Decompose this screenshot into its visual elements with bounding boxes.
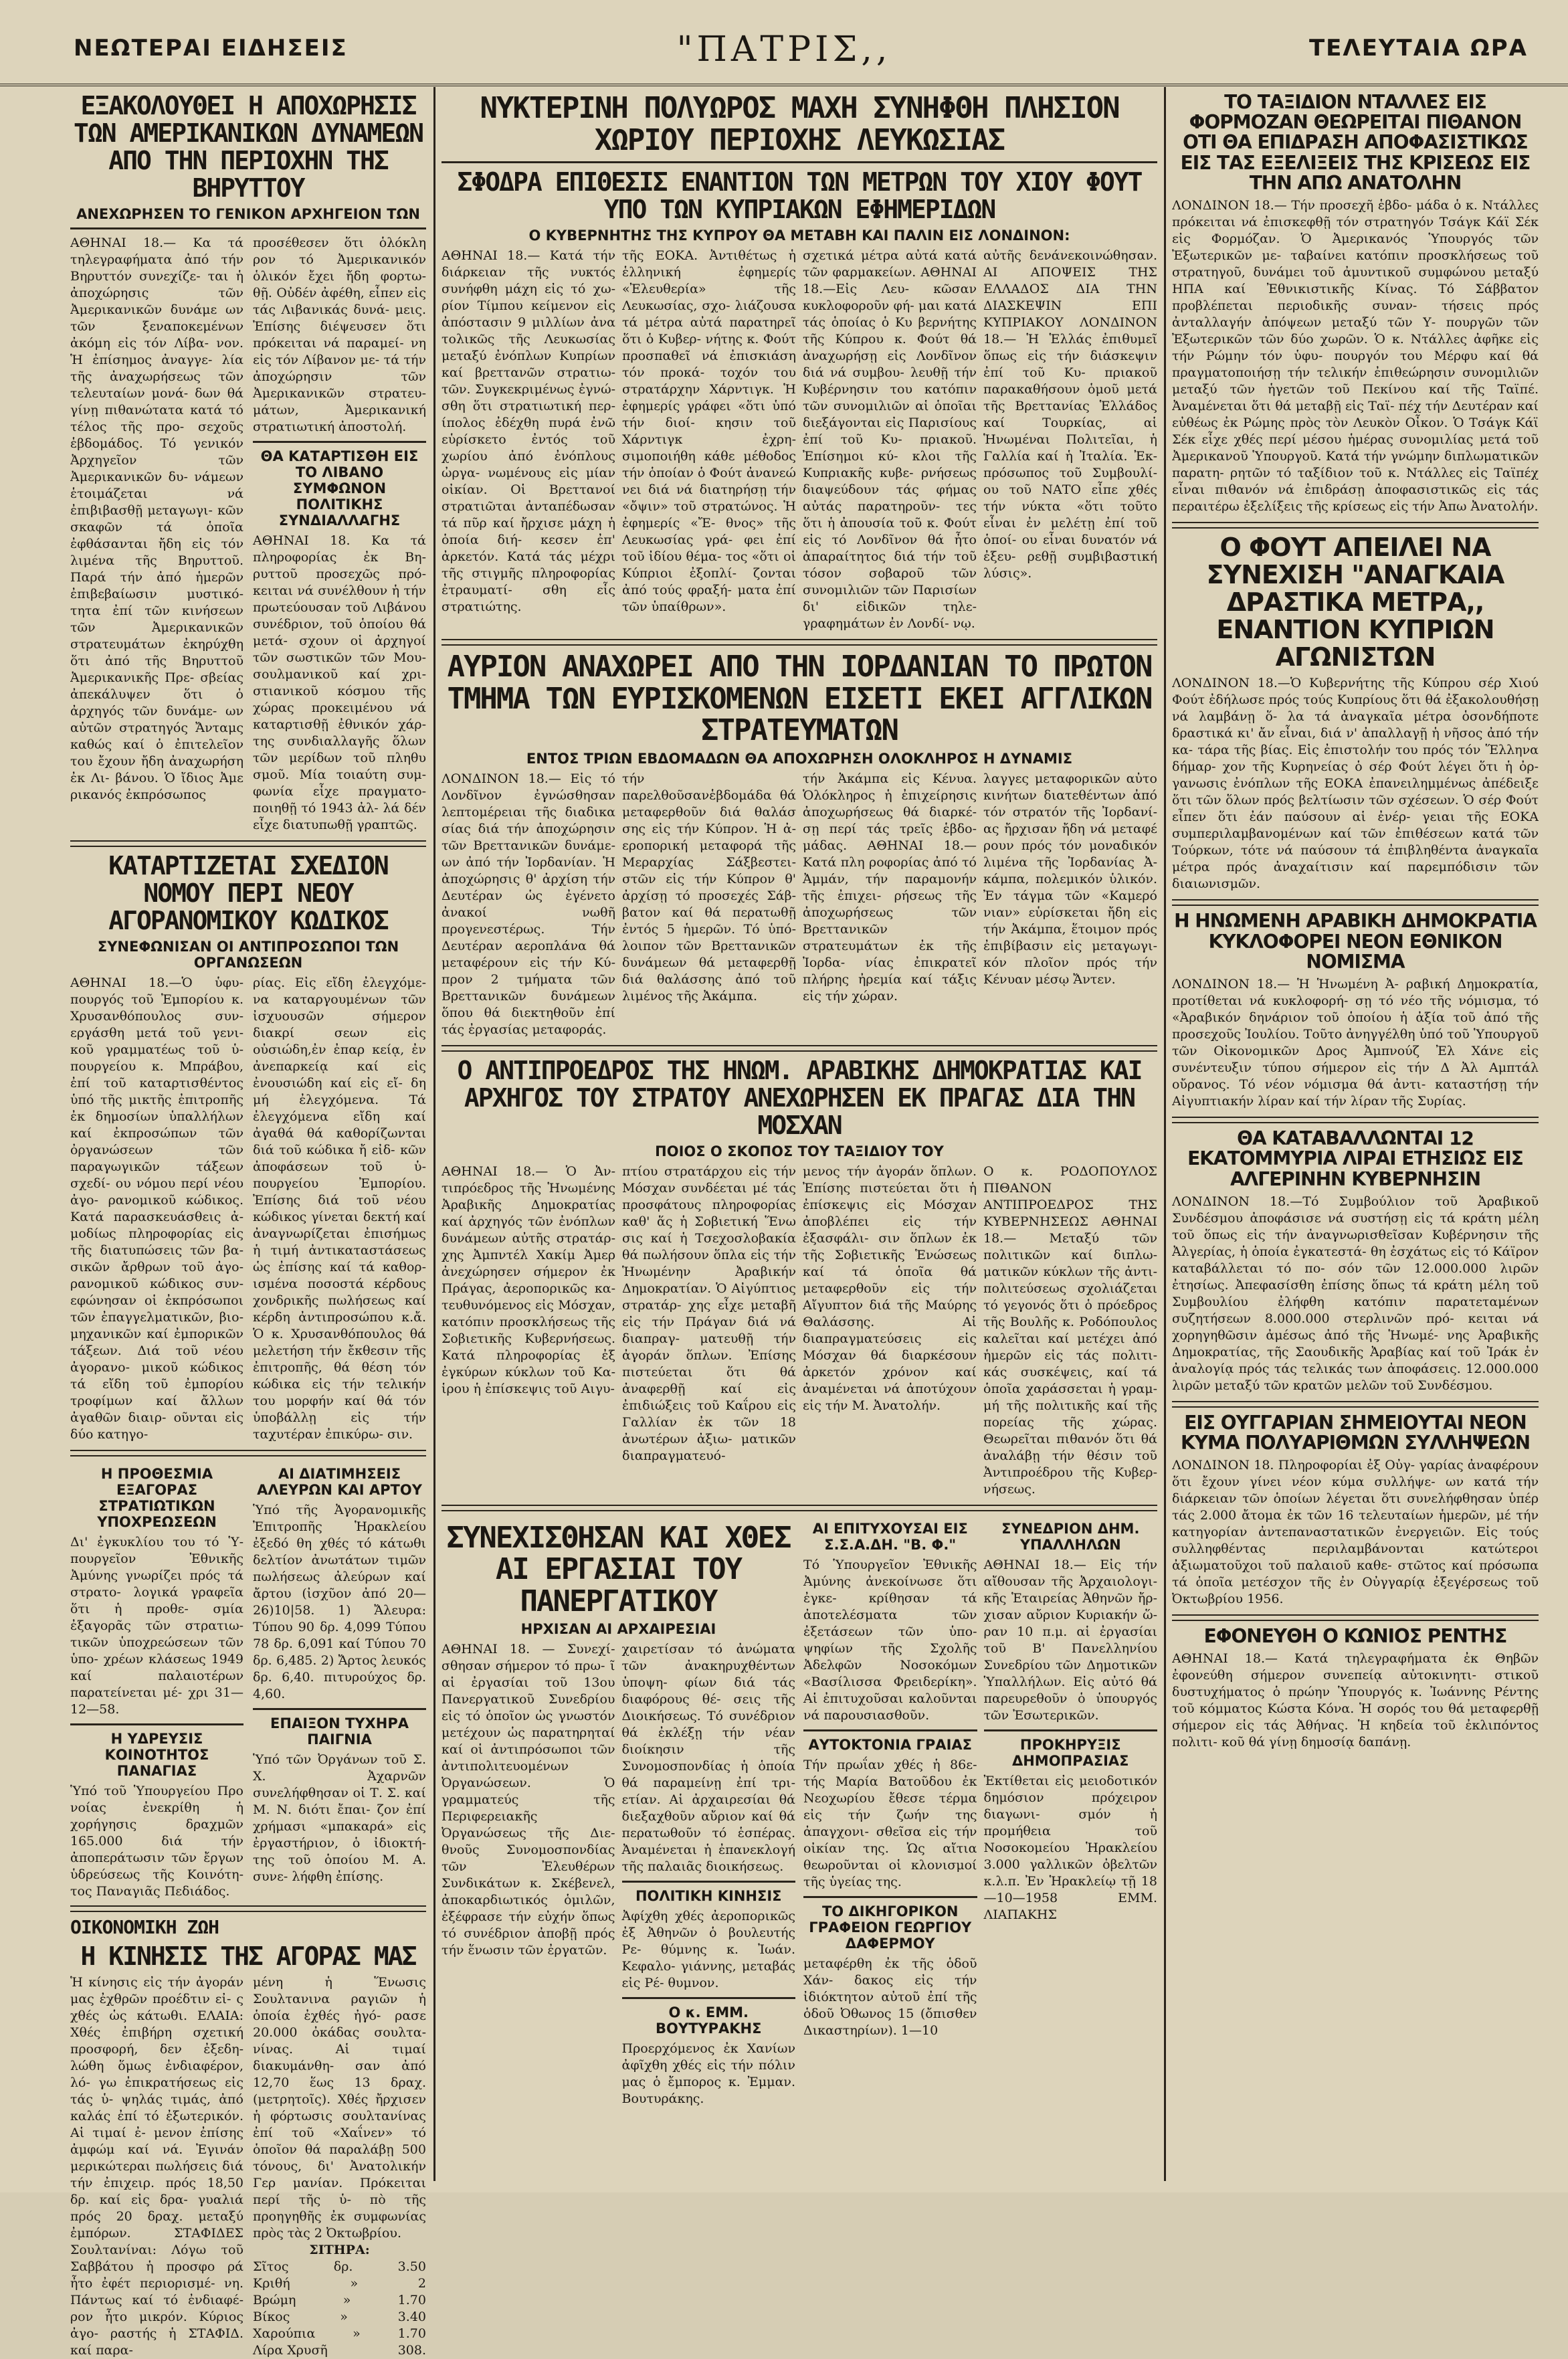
article-text: Ὑπό τῶν Ὀργάνων τοῦ Σ. Χ. Ἀχαρνῶν συνελήφθησαν οἱ Τ. Σ. καί Μ. Ν. διότι ἔπαι- ζον ἐπί χρήμασι «μπακαρά» εἰς ἐργαστήριον, ὁ ἰδιοκτή- της τοῦ ὁποίου Μ. Α. συνε- λήφθη ἐπίσης. [253, 1752, 426, 1885]
article-text: ΑΘΗΝΑΙ 18.— Κατά τήν διάρκειαν τῆς νυκτός συνήφθη μάχη εἰς τό χω- ρίον Τίμπου κείμενον εἰς ἀπόστασιν 9 μιλλίων ἀνα τολικῶς τῆς Λευκωσίας μεταξύ ἐνόπλων Κυπρίων καί βρεττανῶν στρατιω- τῶν. Συγκεκριμένως ἐγνώ- σθη ὅτι στρατιωτική περ- ίπολος ἐδέχθη πυρά ἐνῶ εὑρίσκετο ἐντός τοῦ χωρίου ἀπό ἐνόπλους ὠργα- νωμένους εἰς μίαν οἰκίαν. Οἱ Βρεττανοί στρατιῶται ἀνταπέδωσαν τά πῦρ καί ἤρχισε μάχη ἡ ὁποία διή- κεσεν ἐπ' ἀρκετόν. Κατά τάς μέχρι τῆς στιγμῆς πληροφορίας ἐτραυματί- σθη εἷς στρατιώτης. [442, 248, 615, 615]
article-uar-currency [1172, 911, 1539, 1110]
subheadline: ΑΥΤΟΚΤΟΝΙΑ ΓΡΑΙΑΣ [808, 1736, 972, 1753]
right-column [1172, 87, 1539, 1758]
subheadline: Η ΠΡΟΘΕΣΜΙΑ ΕΞΑΓΟΡΑΣ ΣΤΡΑΤΙΩΤΙΚΩΝ ΥΠΟΧΡΕΩΣΕΩΝ [97, 1466, 217, 1531]
article-text: ΑΘΗΝΑΙ 18. Κα τά πληροφορίας ἐκ Βη- ρυττοῦ προσεχῶς πρό- κειται νά συνέλθουν ἡ τήν πρωτεύουσαν τοῦ Λιβάνου συνέδριον, τοῦ ὁποίου θά μετά- σχουν οἱ ἀρχηγοί τῶν σωστικῶν τῶν Μου- σουλμανικοῦ καί χρι- στιανικοῦ κόσμου τῆς χώρας προκειμένου νά καταρτισθῇ ἐθνικόν χάρ- της συνδιαλλαγῆς ὅλων τῶν μερίδων τοῦ πληθυ σμοῦ. Μία τοιαύτη συμ- φωνία εἶχε πραγματο- ποιηθῇ τό 1943 ἀλ- λά δέν εἶχε διατυπωθῇ γραπτῶς. [253, 533, 426, 833]
column-rule [1164, 87, 1166, 2181]
headline: Ο ΦΟΥΤ ΑΠΕΙΛΕΙ ΝΑ ΣΥΝΕΧΙΣΗ "ΑΝΑΓΚΑΙΑ ΔΡΑΣΤΙΚΑ ΜΕΤΡΑ,, ΕΝΑΝΤΙΟΝ ΚΥΠΡΙΩΝ ΑΓΩΝΙΣΤΩΝ [1206, 533, 1504, 672]
article-text: Ὑπό τοῦ Ὑπουργείου Προ νοίας ἐνεκρίθη ἡ χορήγησις δραχμῶν 165.000 διά τήν ἀποπεράτωσιν τῶν ἔργων ὑδρεύσεως τῆς Κοινότη- τος Παναγιᾶς Πεδιάδος. [70, 1784, 243, 1899]
article-text: τῆς ΕΟΚΑ. Ἀντιθέτως ἡ ἑλληνική ἐφημερίς «Ἐλευθερία» τῆς Λευκωσίας, σχο- λιάζουσα τά μέτρα αὐτά παρατηρεῖ ὅτι ὁ Κυβερ- νήτης κ. Φούτ προσπαθεῖ νά ἐπισκιάση τόν προκά- τοχόν του στρατάρχην Χάρντιγκ. Ἡ ἐφημερίς γράφει «ὅτι ὑπό τήν διοί- κησιν τοῦ Χάρντιγκ ἐχρη- σιμοποιήθη κάθε μέθοδος τήν ὁποίαν ὁ Φούτ ἀνανεώ νει διά νά διατηρήσῃ τήν «ὄψιν» τοῦ στρατώνος. Ἡ ἐφημερίς «Ἔ- θνος» τῆς Λευκωσίας γρά- φει ἐπί τοῦ ἰδίου θέμα- τος «ὅτι οἱ Κύπριοι ἐξοπλί- ζονται ἀπό τούς φραξή- ματα ἐπί τῶν ὑπαίθρων». [622, 248, 796, 615]
article-text: ΑΘΗΝΑΙ 18.— Ὁ Ἀν- τιπρόεδρος τῆς Ἡνωμένης Ἀραβικῆς Δημοκρατίας καί ἀρχηγός τῶν ἐνόπλων δυνάμεων αὐτῆς στρατάρ- χης Ἀμπντέλ Χακίμ Ἀμερ ἀνεχώρησεν σήμερον ἐκ Πράγας, ἀεροπορικῶς κα- τευθυνόμενος εἰς Μόσχαν, κατόπιν προσκλήσεως τῆς Σοβιετικῆς Κυβερνήσεως. Κατά πληροφορίας ἐξ ἐγκύρων κύκλων τοῦ Κα- ἱρου ἡ ἐπίσκεψις τοῦ Αιγυ- [442, 1163, 615, 1396]
article-text: τήν παρελθοῦσανἑβδομάδα θά μεταφερθοῦν διά θαλάσ σης εἰς τήν Κύπρον. Ἡ ἀ- εροπορική μεταφορά τῆς Μεραρχίας Σάξβεστει- στῶν εἰς τήν Κύπρον θ' ἀρχίσῃ τό προσεχές Σάβ- βατον καί θά περατωθῇ ἐντός 5 ἡμερῶν. Τό ὑπό- λοιπον τῶν Βρεττανικῶν δυνάμεων θά μεταφερθῇ διά θαλάσσης ἀπό τοῦ λιμένος τῆς Ἀκάμπα. [622, 771, 796, 1004]
article-text: Ἀφίχθη χθές ἀεροπορικῶς ἐξ Ἀθηνῶν ὁ βουλευτής Ρε- θύμνης κ. Ἰωάν. Κεφαλο- γιάννης, μεταβάς εἰς Ρέ- θυμνον. [621, 1909, 795, 1991]
subheadline: ΠΟΛΙΤΙΚΗ ΚΙΝΗΣΙΣ [635, 1888, 782, 1905]
article-text: ΑΘΗΝΑΙ 18.— Κα τά τηλεγραφήματα ἀπό τήν Βηρυττόν συνεχίζε- ται ἡ ἀποχώρησις τῶν Ἀμερικανικῶν δυνάμε ων τῶν ξεναποκεμένων ἀκόμη εἰς τόν Λίβα- νον. Ἡ ἐπίσημος ἀναγγε- λία τῆς ἀναχωρήσεως τῶν τελευταίων μονά- δων θά γίνῃ πιθανώτατα κατά τό τέλος τῆς προ- σεχοῦς ἑβδομάδος. Τό γενικόν Ἀρχηγεῖον τῶν Ἀμερικανικῶν δυ- νάμεων ἑτοιμάζεται νά ἐπιβιβασθῇ μεταγωγι- κῶν σκαφῶν τά ὁποῖα ἐφθάσανται ἤδη εἰς τόν λιμένα τῆς Βηρυττοῦ. Παρά τήν ἀπό ἡμερῶν ἐπιβεβαίωσιν μυστικό- τητα ἐπί τῶν κινήσεων τῶν Ἀμερικανικῶν στρατευμάτων ἐκηρύχθη ὅτι ἀπό τῆς Βηρυττοῦ Ἀμερικανικῆς Πρε- σβείας ἀπεκάλυψεν ὅτι ὁ ἀρχηγός τῶν δυνάμε- ων αὐτῶν στρατηγός Ἄνταμς καθώς καί ὁ ἐπιτελεῖον του ἔχουν ἤδη ἀναχωρήση ἐκ Λι- βάνου. Ὁ ἴδιος Ἀμε ρικανός ἐκπρόσωπος [70, 235, 243, 803]
masthead [0, 0, 1568, 86]
article-text: ΑΘΗΝΑΙ 18. — Συνεχί- σθησαν σήμερον τό πρω- ῖ αἱ ἐργασίαι τοῦ 13ου Πανεργατικοῦ Συνεδρίου εἰς τό ὁποῖον ὡς γνωστόν μετέχουν ὡς παρατηρηταί καί οἱ ἀντιπρόσωποι τῶν ἀντιπολιτευομένων Ὀργανώσεων. Ὁ γραμματεύς τῆς Περιφερειακῆς Ὀργανώσεως τῆς Διε- θνοῦς Συνομοσπονδίας τῶν Ἐλευθέρων Συνδικάτων κ. Σκέβενελ, ἀποκαρδιωτικός ὁμιλῶν, ἐξέφρασε τήν εὐχήν ὅπως τό συνέδριον ἀποβῇ πρός τήν ἕνωσιν τῶν ἐργατῶν. [442, 1642, 615, 1958]
price-row: Χαρούπια » 1.70 [253, 2326, 426, 2342]
subheadline: ΤΟ ΔΙΚΗΓΟΡΙΚΟΝ ΓΡΑΦΕΙΟΝ ΓΕΩΡΓΙΟΥ ΔΑΦΕΡΜΟΥ [809, 1903, 972, 1952]
price-row: Βίκος » 3.40 [253, 2309, 426, 2325]
subheadline: ΣΥΝΕΔΡΙΟΝ ΔΗΜ. ΥΠΑΛΛΗΛΩΝ [1001, 1520, 1140, 1553]
article-text: Τό Ὑπουργεῖον Ἐθνικῆς Ἀμύνης ἀνεκοίνωσε ὅτι ἐγκε- κρίθησαν τά ἀποτελέσματα τῶν ἐξετάσεων τῶν ὑπο- ψηφίων τῆς Σχολῆς Ἀδελφῶν Νοσοκόμων «Βασίλισσα Φρειδερίκη». Αἱ ἐπιτυχοῦσαι καλοῦνται νά παρουσιασθοῦν. [803, 1557, 977, 1723]
subheadline: ΑΙ ΕΠΙΤΥΧΟΥΣΑΙ ΕΙΣ Σ.Σ.Α.ΔΗ. "Β. Φ." [812, 1520, 968, 1553]
article-text: ΛΟΝΔΙΝΟΝ 18.—Τό Συμβούλιον τοῦ Ἀραβικοῦ Συνδέσμου ἀποφάσισε νά συστήσῃ εἰς τά κράτη μέλη τοῦ ὅπως εἰς τήν ἀναγνωρισθεῖσαν Κυβέρνησιν τῆς Ἀλγερίας, ἡ ὁποία ἐγκατεστά- θη ἐσχάτως εἰς τό Κάϊρον καταβάλλεται τό πο- σόν τῶν 12.000.000 λιρῶν ἐτησίως. Ἀπεφασίσθη ἐπίσης ὅπως τά κράτη μέλη τοῦ Συμβουλίου ἐλήφθη κατόπιν παρατεταμένων συζητήσεων 8.000.000 στερλινῶν πρό- κειται νά χορηγηθῶσιν ἀμέσως ἀπό τῆς Ἡνωμέ- νης Ἀραβικῆς Δημοκρατίας, τῆς Σαουδικῆς Ἀραβίας καί τοῦ Ἰράκ ἐν ἀναλογίᾳ πρός τάς τελικάς των ἀποφάσεις. 12.000.000 λιρῶν μεταξύ τῶν κρατῶν μελῶν τοῦ Συνδέσμου. [1172, 1194, 1539, 1393]
article-text: προσέθεσεν ὅτι ὁλόκλη ρον τό Ἀμερικανικόν ὁλικόν ἔχει ἤδη φορτω- θῇ. Οὐδέν ἀφέθη, εἶπεν εἰς τάς Λιβανικάς δυνά- μεις. Ἐπίσης διέψευσεν ὅτι πρόκειται νά παραμεί- νη εἰς τόν Λίβανον με- τά τήν ἀποχώρησιν τῶν Ἀμερικανικῶν στρατευ- μάτων, Ἀμερικανική στρατιωτική ἀποστολή. [253, 235, 426, 435]
price-list [253, 2242, 426, 2359]
article-uar-vice-president [442, 1057, 1157, 1498]
subheadline: ΣΥΝΕΦΩΝΙΣΑΝ ΟΙ ΑΝΤΙΠΡΟΣΩΠΟΙ ΤΩΝ ΟΡΓΑΝΩΣΕΩΝ [97, 939, 399, 971]
headline: ΕΞΑΚΟΛΟΥΘΕΙ Η ΑΠΟΧΩΡΗΣΙΣ ΤΩΝ ΑΜΕΡΙΚΑΝΙΚΩΝ ΔΥΝΑΜΕΩΝ ΑΠΟ ΤΗΝ ΠΕΡΙΟΧΗΝ ΤΗΣ ΒΗΡΥΤΤΟΥ [74, 91, 423, 203]
section-label-right: ΤΕΛΕΥΤΑΙΑ ΩΡΑ [1308, 35, 1528, 62]
newspaper-title: "ΠΑΤΡΙΣ,, [676, 29, 892, 70]
article-hungary-arrests [1172, 1413, 1539, 1608]
center-column [442, 87, 1157, 2107]
article-text: Ἐκτίθεται εἰς μειοδοτικόν δημόσιον πρόχειρον διαγωνι- σμόν ἡ προμήθεια τοῦ Νοσοκομείου Ἡρακλείου 3.000 γαλλικῶν ὀβελτῶν κ.λ.π. Ἐν Ἡρακλείῳ τῇ 18—10—1958 ΕΜΜ. ΛΙΑΠΑΚΗΣ [983, 1773, 1157, 1922]
headline: ΕΙΣ ΟΥΓΓΑΡΙΑΝ ΣΗΜΕΙΟΥΤΑΙ ΝΕΟΝ ΚΥΜΑ ΠΟΛΥΑΡΙΘΜΩΝ ΣΥΛΛΗΨΕΩΝ [1180, 1411, 1531, 1454]
subheadline: ΑΝΕΧΩΡΗΣΕΝ ΤΟ ΓΕΝΙΚΟΝ ΑΡΧΗΓΕΙΟΝ ΤΩΝ [76, 206, 420, 223]
headline: ΣΥΝΕΧΙΣΘΗΣΑΝ ΚΑΙ ΧΘΕΣ ΑΙ ΕΡΓΑΣΙΑΙ ΤΟΥ ΠΑΝΕΡΓΑΤΙΚΟΥ [446, 1520, 791, 1618]
headline: Ο ΑΝΤΙΠΡΟΕΔΡΟΣ ΤΗΣ ΗΝΩΜ. ΑΡΑΒΙΚΗΣ ΔΗΜΟΚΡΑΤΙΑΣ ΚΑΙ ΑΡΧΗΓΟΣ ΤΟΥ ΣΤΡΑΤΟΥ ΑΝΕΧΩΡΗΣΕΝ ΕΚ ΠΡΑΓΑΣ ΔΙΑ ΤΗΝ ΜΟΣΧΑΝ [457, 1055, 1142, 1140]
subheadline: ΘΑ ΚΑΤΑΡΤΙΣΘΗ ΕΙΣ ΤΟ ΛΙΒΑΝΟ ΣΥΜΦΩΝΟΝ ΠΟΛΙΤΙΚΗΣ ΣΥΝΔΙΑΛΛΑΓΗΣ [260, 448, 419, 529]
article-algeria-funds [1172, 1129, 1539, 1394]
subheadline: Η ΥΔΡΕΥΣΙΣ ΚΟΙΝΟΤΗΤΟΣ ΠΑΝΑΓΙΑΣ [104, 1731, 209, 1780]
article-foot-threat [1172, 534, 1539, 892]
left-column [70, 87, 426, 2359]
section-label: ΟΙΚΟΝΟΜΙΚΗ ΖΩΗ [70, 1916, 219, 1939]
article-text: μένη ἡ Ἕνωσις Σουλτανινα ραγιῶν ἡ ὁποία ἐχθές ἠγό- ρασε 20.000 ὀκάδας σουλτα- νίνας. Αἱ τιμαί διακυμάνθη- σαν ἀπό 12,70 ἕως 13 δραχ. (μετρητοῖς). Χθές ἤρχισεν ἡ φόρτωσις σουλτανίνας ἐπί τοῦ «Χαΐνεν» τό ὁποῖον θά παραλάβῃ 500 τόνους, δι' Ἀνατολικήν Γερ μανίαν. Πρόκειται περί τῆς ὑ- πὸ τῆς προηγηθῆς ἐκ συμφωνίας πρὸς τὰς 2 Ὀκτωβρίου. [253, 1975, 426, 2241]
article-text: ΛΟΝΔΙΝΟΝ 18.— Εἰς τό Λονδῖνον ἐγνώσθησαν λεπτομέρειαι τῆς διαδικα σίας διά τήν ἀποχώρησιν τῶν Βρεττανικῶν δυνάμε- ων ἀπό τήν Ἰορδανίαν. Ἡ ἀποχώρησις θ' ἀρχίση τήν Δευτέραν ὡς ἐγένετο ἀνακοί νωθῆ προγενεστέρως. Τήν Δευτέραν αεροπλάνα θά μεταφέρουν εἰς τήν Κύ- προν 2 τμήματα τῶν Βρεττανικῶν δυνάμεων ὅπου θά διεκτηθοῦν ἐπί τάς ἐργασίας μεταφοράς. [442, 771, 615, 1037]
subheadline: ΑΙ ΔΙΑΤΙΜΗΣΕΙΣ ΑΛΕΥΡΩΝ ΚΑΙ ΑΡΤΟΥ [257, 1466, 422, 1499]
headline: ΚΑΤΑΡΤΙΖΕΤΑΙ ΣΧΕΔΙΟΝ ΝΟΜΟΥ ΠΕΡΙ ΝΕΟΥ ΑΓΟΡΑΝΟΜΙΚΟΥ ΚΩΔΙΚΟΣ [108, 851, 388, 936]
article-text: χαιρετίσαν τό ἀνώματα τῶν ἀνακηρυχθέντων ὑποψη- φίων διά τάς διαφόρους θέ- σεις τῆς Διοικήσεως. Τό συνέδριον θά ἐκλέξῃ τήν νέαν διοίκησιν τῆς Συνομοσπονδίας ἡ ὁποία θά παραμείνῃ ἐπί τρι- ετίαν. Αἱ ἀρχαιρεσίαι θά διεξαχθοῦν αὔριον καί θά περατωθοῦν τό ἑσπέρας. Ἀναμένεται ἡ ἐπανεκλογή τῆς παλαιᾶς διοικήσεως. [621, 1642, 795, 1875]
subheadline: ΠΟΙΟΣ Ο ΣΚΟΠΟΣ ΤΟΥ ΤΑΞΙΔΙΟΥ ΤΟΥ [655, 1143, 944, 1159]
headline: ΤΟ ΤΑΞΙΔΙΟΝ ΝΤΑΛΛΕΣ ΕΙΣ ΦΟΡΜΟΖΑΝ ΘΕΩΡΕΙΤΑΙ ΠΙΘΑΝΟΝ ΟΤΙ ΘΑ ΕΠΙΔΡΑΣΗ ΑΠΟΦΑΣΙΣΤΙΚΩΣ ΕΙΣ ΤΑΣ ΕΞΕΛΙΞΕΙΣ ΤΗΣ ΚΡΙΣΕΩΣ ΕΙΣ ΤΗΝ ΑΠΩ ΑΝΑΤΟΛΗΝ [1180, 91, 1531, 194]
article-market-code [70, 852, 426, 1443]
article-text: ΛΟΝΔΙΝΟΝ 18. Πληροφορίαι ἐξ Οὐγ- γαρίας ἀναφέρουν ὅτι ἔχουν γίνει νέον κύμα συλλήψε- ων κατά τήν διάρκειαν τῶν ὁποίων λέγεται ὅτι συνελήφθησαν ὑπέρ τάς 2.000 ἄτομα ἐκ τῶν 16 τελευταίων ἡμερῶν, μέ τήν κατηγορίαν ἀντεπαναστατικῶν ἐνεργειῶν. Εἰς τούς συλληφθέντας περιλαμβάνονται κατώτεροι ἀξιωματοῦχοι τοῦ παλαιοῦ καθε- στῶτος καί πρόσωπα τά ὁποῖα μετέσχον τῆς ἐν Οὐγγαρίᾳ ἐξεγέρσεως τοῦ Ὀκτωβρίου 1956. [1172, 1458, 1539, 1607]
article-text: ΛΟΝΔΙΝΟΝ 18.—Ὁ Κυβερνήτης τῆς Κύπρου σέρ Χιού Φούτ ἐδήλωσε πρός τούς Κυπρίους ὅτι θά ἐξακολουθήσῃ νά λαμβάνῃ ὅ- λα τά ἀναγκαῖα μέτρα ὁσονδήποτε δραστικά κι' ἄν εἶναι, διά ν' ἀπαλλαγῇ ἡ νῆσος ἀπό τήν κα- τάρα τῆς βίας. Εἰς ἐπιστολήν του πρός τόν Ἕλληνα δήμαρ- χον τῆς Κυρηνείας ὁ σέρ Φούτ λέγει ὅτι ἡ ὀρ- γανωσις ἐνόπλων τῆς ΕΟΚΑ ἐπανειλημμένως ἀπέδειξε ὅτι τῶν ὅλων πρός βελτίωσιν τῶν σχέσεων. Ὁ σέρ Φούτ εἶπεν ὅτι ἐάν παύσουν αἱ ἐνέρ- γειαι τῆς ΕΟΚΑ συμπεριλαμβανομένων καί τῶν ἐπιθέσεων κατά τῶν Τούρκων, τότε νά παύσουν τά ἐπιβληθέντα ἀναγκαῖα μέτρα πρός ἀναχαίτισιν καί παρεμπόδισιν τῶν διαιωνισμῶν. [1172, 676, 1539, 892]
article-text: Δι' ἐγκυκλίου του τό Ὑ- πουργεῖον Ἐθνικῆς Ἀμύνης γνωρίζει πρός τά στρατο- λογικά γραφεῖα ὅτι ἡ προθε- σμία ἐξαγορᾶς τῶν στρατιω- τικῶν ὑποχρεώσεων τῶν ὑπο- χρέων κλάσεως 1949 καί παλαιοτέρων παρατείνεται μέ- χρι 31—12—58. [70, 1535, 243, 1717]
price-row: Λίρα Χρυσῆ 308. [253, 2343, 426, 2358]
subheadline: ΕΝΤΟΣ ΤΡΙΩΝ ΕΒΔΟΜΑΔΩΝ ΘΑ ΑΠΟΧΩΡΗΣΗ ΟΛΟΚΛΗΡΟΣ Η ΔΥΝΑΜΙΣ [526, 750, 1073, 767]
column-rule [433, 87, 435, 2181]
section-label-left: ΝΕΩΤΕΡΑΙ ΕΙΔΗΣΕΙΣ [74, 35, 348, 62]
subheadline: ΕΠΑΙΞΟΝ ΤΥΧΗΡΑ ΠΑΙΓΝΙΑ [270, 1715, 409, 1748]
subheadline: ΗΡΧΙΣΑΝ ΑΙ ΑΡΧΑΙΡΕΣΙΑΙ [520, 1621, 716, 1638]
article-jordan-withdrawal [442, 651, 1157, 1038]
article-text: σχετικά μέτρα αὐτά κατά τῶν φαρμακείων. ΑΘΗΝΑΙ 18.—Εἰς Λευ- κῶσαν κυκλοφοροῦν φή- μαι κατά τάς ὁποίας ὁ Κυ βερνήτης τῆς Κύπρου κ. Φούτ θά ἀναχωρήσῃ εἰς Λονδῖνον διά νά συμβου- λευθῇ τήν Κυβέρνησιν του κατόπιν τῶν συνομιλιῶν αἱ ὁποῖαι διεξάγονται εἰς Παρισίους ἐπί τοῦ Κυ- πριακοῦ. Ἐπίσημοι κύ- κλοι τῆς Κυπριακῆς κυβε- ρνήσεως διαψεύδουν τάς φήμας αὐτάς παρατηροῦν- τες ὅτι ἡ ἀπουσία τοῦ κ. Φούτ εἰς τό Λονδῖνον θά ἦτο ἀπαραίτητος διά τήν τοῦ τόσον σοβαροῦ τῶν συνομιλιῶν τῶν Παρισίων δι' εἰδικῶν τηλε- γραφημάτων ἐν Λονδί- νῳ. [803, 248, 977, 632]
article-us-withdrawal [70, 92, 426, 834]
article-text: Ὑπό τῆς Ἀγορανομικῆς Ἐπιτροπῆς Ἡρακλείου ἐξεδό θη χθές τό κάτωθι δελτίον ἀνωτάτων τιμῶν πωλήσεως ἀλεύρων καί ἄρτου (ἰσχῦον ἀπό 20—26)10|58. 1) Ἄλευρα: Τύπου 90 δρ. 4,099 Τύπου 78 δρ. 6,091 καί Τύπου 70 δρ. 6,485. 2) Ἄρτος λευκός δρ. 6,40. πιτυρούχος δρ. 4,60. [253, 1503, 426, 1702]
subheadline: Ο κ. ΕΜΜ. ΒΟΥΤΥΡΑΚΗΣ [656, 2004, 762, 2037]
article-text: Ο κ. ΡΟΔΟΠΟΥΛΟΣ ΠΙΘΑΝΟΝ ΑΝΤΙΠΡΟΕΔΡΟΣ ΤΗΣ ΚΥΒΕΡΝΗΣΕΩΣ ΑΘΗΝΑΙ 18.— Μεταξύ τῶν πολιτικῶν καί διπλω- ματικῶν κύκλων τῆς ἀντι- πολιτεύσεως σχολιάζεται τό γεγονός ὅτι ὁ πρόεδρος τῆς Βουλῆς κ. Ροδόπουλος καλεῖται καί μετέχει ἀπό ἡμερῶν εἰς τάς πολιτι- κάς συσκέψεις, καί τά ὁποῖα χαράσσεται ἡ γραμ- μή τῆς πολιτικῆς καί τῆς πορείας τῆς χώρας. Θεωρεῖται πιθανόν ὅτι θά ἀναλάβῃ τήν θέσιν τοῦ Ἀντιπροέδρου τῆς Κυβερ- νήσεως. [983, 1163, 1157, 1497]
article-cyprus-battle [442, 92, 1157, 632]
article-text: ΛΟΝΔΙΝΟΝ 18.— Τήν προσεχῆ ἑβδο- μάδα ὁ κ. Ντάλλες πρόκειται νά ἐπισκεφθῇ τόν στρατηγόν Τσάγκ Κάϊ Σέκ εἰς Φορμόζαν. Ὁ Ἀμερικανός Ὑπουργός τῶν Ἐξωτερικῶν με- ταβαίνει κατόπιν προσκλήσεως τοῦ στρατηγοῦ, δυνάμει τοῦ ἀμυντικοῦ συμφώνου μεταξύ ΗΠΑ καί Ἐθνικιστικῆς Κίνας. Τό Σάββατον προβλέπεται περιοδικῆς συναν- τήσεις πρός ἀνταλλαγήν ἀπόψεων μεταξύ τῶν Υ- πουργῶν τῶν Ἐξωτερικῶν τῶν δύο χωρῶν. Ὁ κ. Ντάλλες ἀφῆκε εἰς τήν Ρώμην τόν ὑφυ- πουργόν του Μέρφυ καί θά πραγματοποιήσῃ τήν τελικήν ἐπιθεώρησιν συνομιλιῶν μεταξύ τῶν ἡγετῶν τοῦ Πεκίνου καί τῆς Ταϊπέ. Ἀναμένεται ὅτι θά μεταβῇ εἰς Ταϊ- πέχ τήν Δευτέραν καί εὐθέως ἐκ Ρώμης πρὸς τὸν Λευκὸν Οἶκον. Ὁ Τσάγκ Κάϊ Σέκ εἶχε χθές περί μέσου ἡμέρας συνομιλίας μετά τοῦ Ἀμερικανοῦ Ὑπουργοῦ. Κατά τήν γνώμην διπλωματικῶν παρατη- ρητῶν τό ταξίδιον τοῦ κ. Ντάλλες εἰς Ταϊπέχ εἶναι πιθανόν νά ἐπιδράσῃ ἀποφασιστικῶς εἰς τάς περαιτέρω ἐξελίξεις τῆς κρίσεως εἰς τήν Ἀπω Ἀνατολήν. [1172, 198, 1539, 514]
article-text: λαγγες μεταφορικῶν αὐτο κινήτων διατεθέντων ἀπό τόν στρατόν τῆς Ἰορδανί- ας ἤρχισαν ἤδη νά μεταφέ ρουν πρός τόν μοναδικόν λιμένα τῆς Ἰορδανίας Ἀ- κάμπα, πολεμικόν ὑλικόν. Ἐν τάγμα τῶν «Καμερό νιαν» εὑρίσκεται ἤδη εἰς τήν Ἀκάμπα, ἕτοιμον πρός ἐπιβίβασιν εἰς μεταγωγι- κόν πλοῖον πρός τήν Κένυαν μέσῳ Ἄντεν. [983, 771, 1157, 987]
article-text: μεταφέρθη ἐκ τῆς ὁδοῦ Χάν- δακος εἰς τήν ἰδιόκτητον αὐτοῦ ἐπί τῆς ὁδοῦ Ὀθωνος 15 (ὄπισθεν Δικαστηρίων). 1—10 [803, 1956, 977, 2038]
article-dulles-formosa [1172, 92, 1539, 515]
headline: Η ΗΝΩΜΕΝΗ ΑΡΑΒΙΚΗ ΔΗΜΟΚΡΑΤΙΑ ΚΥΚΛΟΦΟΡΕΙ ΝΕΟΝ ΕΘΝΙΚΟΝ ΝΟΜΙΣΜΑ [1174, 910, 1537, 973]
article-text: τήν Ἀκάμπα εἰς Κένυα. Ὁλόκληρος ἡ ἐπιχείρησις ἀποχωρήσεως θά διαρκέ- σῃ περί τάς τρεῖς ἑβδο- μάδας. ΑΘΗΝΑΙ 18.— Κατά πλη ροφορίας ἀπό τό Ἀμμάν, τήν παραμονήν τῆς ἐπιχει- ρήσεως τῆς ἀποχωρήσεως τῶν Βρεττανικῶν στρατευμάτων ἐκ τῆς Ἰορδα- νίας ἐπικρατεῖ πλήρης ἠρεμία καί τάξις εἰς τήν χώραν. [803, 771, 977, 1004]
article-text: μενος τήν ἀγοράν ὅπλων. Ἐπίσης πιστεύεται ὅτι ἡ ἐπίσκεψις εἰς Μόσχαν ἀποβλέπει εἰς τήν ἐξασφάλι- σιν ὅπλων ἐκ τῆς Σοβιετικῆς Ἑνώσεως καί τά ὁποῖα θά μεταφερθοῦν εἰς τήν Αἴγυπτον διά τῆς Μαύρης Θαλάσσης. Αἱ διαπραγματεύσεις εἰς Μόσχαν θά διαρκέσουν ἀρκετόν χρόνον καί ἀναμένεται νά ἀποτύχουν εἰς τήν Μ. Ἀνατολήν. [803, 1163, 977, 1413]
price-row: Βρώμη » 1.70 [253, 2293, 426, 2308]
article-text: Τήν πρωΐαν χθές ἡ 86ε- τής Μαρία Βατοῦδου ἐκ Νεοχωρίου ἔθεσε τέρμα εἰς τήν ζωήν της ἀπαγχονι- σθεῖσα εἰς τήν οἰκίαν της. Ὡς αἴτια θεωροῦνται οἱ κλονισμοί τῆς ὑγείας της. [803, 1757, 977, 1889]
article-text: ΛΟΝΔΙΝΟΝ 18.— Ἡ Ἡνωμένη Ἀ- ραβική Δημοκρατία, προτίθεται νά κυκλοφορή- σῃ τό νέο τῆς νόμισμα, τό «Ἀραβικόν δηνάριον τοῦ ὁποίου ἡ ἀξία τοῦ ἀπό τῆς προσεχοῦς Ἰουλίου. Τοῦτο ἀνηγγέλθη ὑπό τοῦ Ὑπουργοῦ τῶν Οἰκονομικῶν Δρος Ἀμπνούζ Ἐλ Χάνε εἰς συνέντευξιν τύπου σήμερον εἰς τήν Δ Ἀλ Αμπτάλ οὔρανος. Τό νέον νόμισμα θά ἀντι- καταστήσῃ τήν Αἰγυπτιακήν λίραν καί τήν λίραν τῆς Συρίας. [1172, 977, 1539, 1109]
headline: Η ΚΙΝΗΣΙΣ ΤΗΣ ΑΓΟΡΑΣ ΜΑΣ [80, 1942, 416, 1972]
headline: ΝΥΚΤΕΡΙΝΗ ΠΟΛΥΩΡΟΣ ΜΑΧΗ ΣΥΝΗΦΘΗ ΠΛΗΣΙΟΝ ΧΩΡΙΟΥ ΠΕΡΙΟΧΗΣ ΛΕΥΚΩΣΙΑΣ [480, 91, 1119, 157]
headline: ΕΦΟΝΕΥΘΗ Ο ΚΩΝΙΟΣ ΡΕΝΤΗΣ [1203, 1625, 1507, 1648]
price-row: Σῖτος δρ. 3.50 [253, 2259, 426, 2275]
article-text: ΑΘΗΝΑΙ 18.— Εἰς τήν αἴθουσαν τῆς Ἀρχαιολογι- κῆς Ἑταιρείας Ἀθηνῶν ἤρ- χισαν αὔριον Κυριακήν ὥ- ραν 10 π.μ. αἱ ἐργασίαι τοῦ Β' Πανελληνίου Συνεδρίου τῶν Δημοτικῶν Ὑπαλλήλων. Εἰς αὐτό θά παρευρεθοῦν ὁ ὑπουργός τῶν Ἐσωτερικῶν. [983, 1557, 1157, 1723]
headline: ΘΑ ΚΑΤΑΒΑΛΛΩΝΤΑΙ 12 ΕΚΑΤΟΜΜΥΡΙΑ ΛΙΡΑΙ ΕΤΗΣΙΩΣ ΕΙΣ ΑΛΓΕΡΙΝΗΝ ΚΥΒΕΡΝΗΣΙΝ [1187, 1127, 1523, 1190]
headline: ΑΥΡΙΟΝ ΑΝΑΧΩΡΕΙ ΑΠΟ ΤΗΝ ΙΟΡΔΑΝΙΑΝ ΤΟ ΠΡΩΤΟΝ ΤΜΗΜΑ ΤΩΝ ΕΥΡΙΣΚΟΜΕΝΩΝ ΕΙΣΕΤΙ ΕΚΕΙ ΑΓΓΛΙΚΩΝ ΣΤΡΑΤΕΥΜΑΤΩΝ [447, 650, 1152, 748]
article-text: ΑΘΗΝΑΙ 18.— Κατά τηλεγραφήματα ἐκ Θηβῶν ἐφονεύθη σήμερον συνεπείᾳ αὐτοκινητι- στικοῦ δυστυχήματος ὁ πρώην Ὑπουργός κ. Ἰωάννης Ρέντης τοῦ κόμματος Κώστα Κόνα. Ἡ σορός του θά μεταφερθῇ σήμερον εἰς τάς Ἀθήνας. Ἡ κηδεία τοῦ ἐκλιπόντος πολιτι- κοῦ θά γίνῃ δημοσίᾳ δαπάνῃ. [1172, 1651, 1539, 1750]
article-text: πτίου στρατάρχου εἰς τήν Μόσχαν συνδέεται μέ τάς προσφάτους πληροφορίας καθ' ἅς ἡ Σοβιετική Ἕνω σις καί ἡ Τσεχοσλοβακία θά πωλήσουν ὅπλα εἰς τήν Ἡνωμένην Ἀραβικήν Δημοκρατίαν. Ὁ Αἰγύπτιος στρατάρ- χης εἶχε μεταβῆ εἰς τήν Πράγαν διά νά διαπραγ- ματευθῇ τήν ἀγοράν ὅπλων. Ἐπίσης πιστεύεται ὅτι θά ἀναφερθῇ καί εἰς ἐπιδιώξεις τοῦ Καΐρου εἰς Γαλλίαν ἐκ τῶν 18 ἀνωτέρων ἀξιω- ματικῶν διαπραγματευό- [622, 1163, 796, 1463]
price-list-title: ΣΙΤΗΡΑ: [309, 2243, 370, 2258]
price-row: Κριθή » 2 [253, 2276, 426, 2291]
headline: ΣΦΟΔΡΑ ΕΠΙΘΕΣΙΣ ΕΝΑΝΤΙΟΝ ΤΩΝ ΜΕΤΡΩΝ ΤΟΥ ΧΙΟΥ ΦΟΥΤ ΥΠΟ ΤΩΝ ΚΥΠΡΙΑΚΩΝ ΕΦΗΜΕΡΙΔΩΝ [457, 167, 1142, 225]
article-text: αὐτῆς δενάνεκοινώθησαν. ΑΙ ΑΠΟΨΕΙΣ ΤΗΣ ΕΛΛΑΔΟΣ ΔΙΑ ΤΗΝ ΔΙΑΣΚΕΨΙΝ ΕΠΙ ΚΥΠΡΙΑΚΟΥ ΛΟΝΔΙΝΟΝ 18.— Ἡ Ἑλλάς ἐπιθυμεῖ ὅπως εἰς τήν διάσκεψιν ἐπί τοῦ Κυ- πριακοῦ παρακαθήσουν ὁμοῦ μετά τῆς Βρεττανίας Ἑλλάδος καί Τουρκίας, αἱ Ἡνωμέναι Πολιτεῖαι, ἡ Γαλλία καί ἡ Ἰταλία. Ἐκ- πρόσωπος τοῦ Συμβουλί- ου τοῦ ΝΑΤΟ εἶπε χθές τήν νύκτα «ὅτι τοῦτο εἶναι ἐν μελέτῃ ἐπί τοῦ ὁποί- ου εἶναι δυνατόν νά ἐξευ- ρεθῇ συμβιβαστική λύσις». [983, 248, 1157, 581]
article-text: Ἡ κίνησις εἰς τήν ἀγοράν μας ἐχθρῶν προέδτιν εἰ- ς χθές ὡς κάτωθι. ΕΛΑΙΑ: Χθές ἐπιβήρη σχετική προσφορή, δεν ἐξεδη- λώθη ὅμως ἐνδιαφέρον, λό- γω ἐπικρατήσεως εἰς τάς ὑ- ψηλάς τιμάς, ἀπό καλάς ἐπί τό ἐξωτερικόν. Αἱ τιμαί ἐ- μενον ἐπίσης ἀμφώμ καί νά. Ἐγινάν μερικώτεραι πωλήσεις διά τήν ἐπιχειρ. πρός 18,50 δρ. καί εἰς δρα- γυαλιά πρός 20 δραχ. μεταξύ ἐμπόρων. ΣΤΑΦΙΔΕΣ Σουλτανίναι: Λόγω τοῦ Σαββάτου ἡ προσφο ρά ἦτο ἐφέτ περιορισμέ- νη. Πάντως καί τό ἐνδιαφέ- ρον ἦτο μικρόν. Κύριος ἀγο- ραστής ἡ ΣΤΑΦΙΔ. καί παρα- [70, 1975, 243, 2358]
subheadline: ΠΡΟΚΗΡΥΞΙΣ ΔΗΜΟΠΡΑΣΙΑΣ [1011, 1736, 1129, 1769]
article-text: Προερχόμενος ἐκ Χανίων ἀφῖχθη χθές εἰς τήν πόλιν μας ὁ ἔμπορος κ. Ἐμμαν. Βουτυράκης. [621, 2041, 795, 2107]
article-rentis-killed [1172, 1626, 1539, 1751]
article-text: ΑΘΗΝΑΙ 18.—Ὁ ὑφυ- πουργός τοῦ Ἐμπορίου κ. Χρυσανθόπουλος συν- εργάσθη μετά τοῦ γενι- κοῦ γραμματέως τοῦ ὑ- πουργείου κ. Μπράβου, ἐπί τοῦ καταρτισθέντος ὑπό τῆς μικτῆς ἐπιτροπῆς ἐκ δημοσίων ὑπαλλήλων καί ἐκπροσώπων τῶν ὀργανώσεων τῶν παραγωγικῶν τάξεων σχεδί- ου νόμου περί νέου ἀγο- ρανομικοῦ κώδικος. Κατά παρασκευάσθεις ἀ- μοδίως πληροφορίας εἰς τῆς διατυπώσεις τῶν βα- σικῶν ἄρθρων τοῦ ἀγο- ρανομικοῦ κώδικος συν- εφώνησαν οἱ ἐκπρόσωποι τῶν ἐπαγγελματικῶν, βιο- μηχανικῶν καί ἐμπορικῶν τάξεων. Διά τοῦ νέου ἀγορανο- μικοῦ κώδικος τά εἴδη τοῦ ἐμπορίου τροφίμων καί ἄλλων ἀγαθῶν διαιρ- οῦνται εἰς δύο κατηγο- [70, 975, 243, 1442]
article-text: ρίας. Εἰς εἴδη ἐλεγχόμε- να καταργουμένων τῶν ἰσχυουσῶν σήμερον διακρί σεων εἰς οὐσιώδη,ἐν ἐπαρ κείᾳ, ἐν ἀνεπαρκείᾳ καί εἰς ἐνουσιώδη καί εἰς εἴ- δη μή ἐλεγχόμενα. Τά ἐλεγχόμενα εἴδη καί ἀγαθά θά καθορίζωνται διά τοῦ κώδικα ἤ εἰδ- κῶν ἀποφάσεων τοῦ ὑ- πουργείου Ἐμπορίου. Ἐπίσης διά τοῦ νέου κώδικος γίνεται δεκτή καί ἀναγνωρίζεται ἐπισήμως ἡ τιμή ἀντικαταστάσεως ὡς ἐπίσης καί τά καθορ- ισμένα ποσοστά κέρδους χονδρικῆς πωλήσεως καί κέρδη ἀντιπροσώπου κ.ἄ. Ὁ κ. Χρυσανθόπουλος θά μελετήση τήν ἔκθεσιν τῆς ἐπιτροπῆς, θά θέση τόν κώδικα εἰς τήν τελικήν του μορφήν καί θά τόν ὑποβάλλῃ εἰς τήν ταχυτέραν ἐπικύρω- σιν. [253, 975, 426, 1442]
subheadline: Ο ΚΥΒΕΡΝΗΤΗΣ ΤΗΣ ΚΥΠΡΟΥ ΘΑ ΜΕΤΑΒΗ ΚΑΙ ΠΑΛΙΝ ΕΙΣ ΛΟΝΔΙΝΟΝ: [528, 227, 1070, 244]
